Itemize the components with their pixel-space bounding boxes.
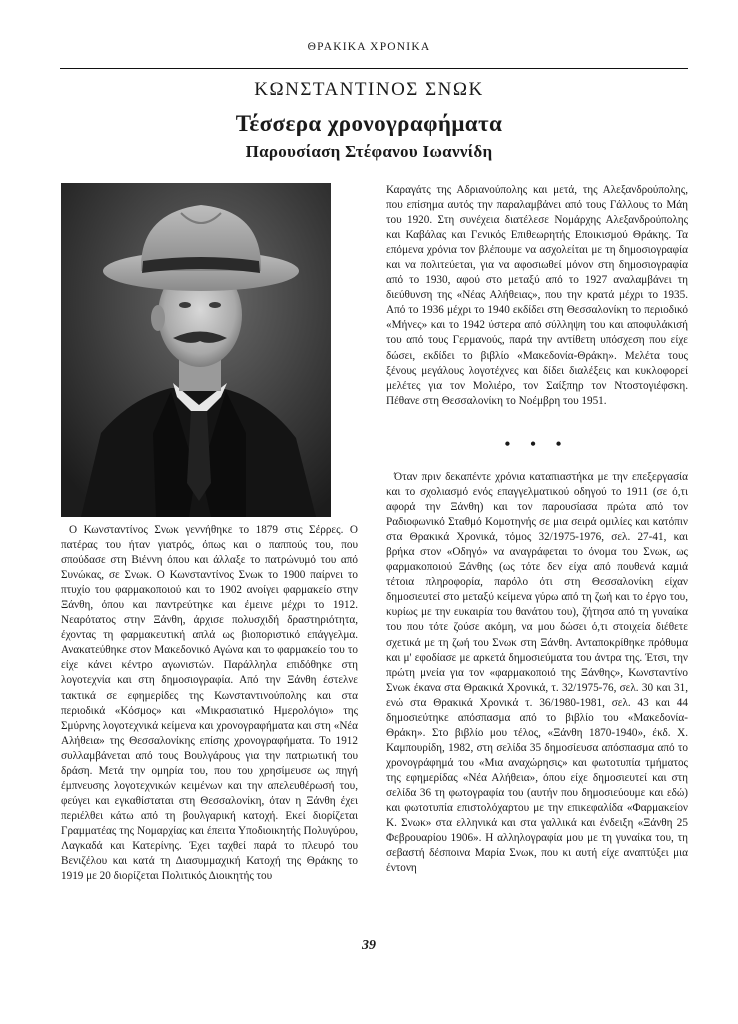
body-column-left	[61, 523, 358, 884]
header-rule	[60, 68, 688, 69]
section-separator: • • •	[504, 436, 570, 453]
portrait-illustration	[61, 183, 331, 517]
introduction-paragraph: Όταν πριν δεκαπέντε χρόνια καταπιαστήκα με την επεξεργασία και το σχολιασμό ενός επαγγελματικού οδηγού το 1911 (σε ό,τι αφορά την Ξάνθη) και τον παρουσίασα πρώτα από τον Ραδιοφωνικό Σταθμό Κομοτηνής σε μια σειρά ομιλίες και κατόπιν στα Θρακικά Χρονικά, τόμος 32/1975-1976, σελ. 27-41, και βρήκα στον «Οδηγό» να αναγράφεται το όνομα του Σνωκ, ως φαρμακοποιού Ξάνθης (ως τότε δεν είχα από πουθενά καμιά τέτοια πληροφορία, παρόλο ότι στη Θεσσαλονίκη είχαν δημοσιευτεί στο μεταξύ κείμενα γύρω από τη ζωή και το έργο του, κυρίως με την ευκαιρία του θανάτου του), ζήτησα από τη γυναίκα του που τότε ζούσε ακόμη, να μου δώσει ό,τι στοιχεία διέθετε σχετικά με τη ζωή του Σνωκ στη Ξάνθη. Ανταποκρίθηκε πρόθυμα και μ' εφοδίασε με αρκετά δημοσιεύματα του άντρα της. Έτσι, την πρώτη μνεία για τον «φαρμακοποιό της Ξάνθης», Κωνσταντίνο Σνωκ έκανα στα Θρακικά Χρονικά, τ. 32/1975-76, σελ. 30 και 31, ενώ στα Θρακικά Χρονικά τ. 36/1980-1981, σελ. 43 και 44 δημοσιεύτηκε απόσπασμα από το βιβλίο του «Μακεδονία-Θράκη». Στο βιβλίο μου τέλος, «Ξάνθη 1870-1940», έκδ. Χ. Καμπουρίδη, 1982, στη σελίδα 35 δημοσίευσα απόσπασμα από το χρονογράφημά του «Μια αναχώρησις» και φωτοτυπία τμήματος της εφημερίδας «Νέα Αλήθεια», όπου είχε δημοσιευτεί και στη σελίδα 36 τη φωτογραφία του (αυτήν που δημοσιεύουμε και εδώ) και φωτοτυπία επιστολόχαρτου με την επικεφαλίδα «Φαρμακείον Κ. Σνωκ» στα ελληνικά και στα γαλλικά και ένδειξη «Ξάνθη 25 Φεβρουαρίου 1906». Η αλληλογραφία μου με τη γυναίκα του, τη σεβαστή δέσποινα Μαρία Σνωκ, που κι αυτή είχε αναπτύξει μια έντονη	[386, 471, 688, 875]
biography-continuation-paragraph: Καραγάτς της Αδριανούπολης και μετά, της Αλεξανδρούπολης, που επίσημα αυτός την παραλαμβάνει από τους Γάλλους το Μάη του 1920. Στη συνέχεια διατέλεσε Νομάρχης Αλεξανδρούπολης και Καβάλας και Γενικός Επιθεωρητής Εποικισμού Θράκης. Τα επόμενα χρόνια τον βλέπουμε να ασχολείται με τη δημοσιογραφία και να πολιτεύεται, για να αφοσιωθεί μόνον στη δημοσιογραφία από το 1930, αφού στο μεταξύ από το 1927 αναλαμβάνει τη διεύθυνση της «Νέας Αλήθειας», που την κρατά μέχρι το 1935. Από το 1936 μέχρι το 1940 εκδίδει στη Θεσσαλονίκη το περιοδικό «Μήνες» και το 1942 ύστερα από σύλληψη του και αποφυλάκισή του από τους Γερμανούς, παρά την αντίθετη υπόσχεση που είχε δώσει, εκδίδει το βιβλίο «Μακεδονία-Θράκη». Μελέτα τους ξένους μεγάλους λογοτέχνες και δίδει διαλέξεις και κυκλοφορεί μελέτες για τον Μολιέρο, τον Σαίξπηρ τον Ντοστογιέφσκη. Πέθανε στη Θεσσαλονίκη το Νοέμβρη του 1951.	[386, 184, 688, 407]
portrait-photo	[61, 183, 331, 517]
article-subtitle: Παρουσίαση Στέφανου Ιωαννίδη	[245, 142, 493, 161]
running-header: ΘΡΑΚΙΚΑ ΧΡΟΝΙΚΑ	[307, 41, 431, 53]
article-title: Τέσσερα χρονογραφήματα	[235, 111, 503, 136]
author-name: ΚΩΝΣΤΑΝΤΙΝΟΣ ΣΝΩΚ	[254, 79, 484, 100]
body-column-right-bottom	[386, 470, 688, 876]
body-column-right-top	[386, 183, 688, 409]
page-number: 39	[362, 938, 376, 953]
biography-paragraph: Ο Κωνσταντίνος Σνωκ γεννήθηκε το 1879 στις Σέρρες. Ο πατέρας του ήταν γιατρός, όπως και ο παππούς του, που σπούδασε στη Βιέννη όπου και άλλαξε το πατρώνυμό του από Συνώκας, σε Σνωκ. Ο Κωνσταντίνος Σνωκ το 1900 παίρνει το πτυχίο του φαρμακοποιού και το 1902 ανοίγει φαρμακείο στην Ξάνθη, όπου και παντρεύτηκε και έμεινε μέχρι το 1912. Νεαρότατος στην Ξάνθη, άρχισε πολυσχιδή δραστηριότητα, έχοντας τη φαρμακευτική απλά ως βιοποριστικό επάγγελμα. Ανακατεύθηκε στον Μακεδονικό Αγώνα και το φαρμακείο του το είχε κάνει κέντρο αγωνιστών. Παράλληλα επιδόθηκε στη λογοτεχνία και στη δημοσιογραφία. Από την Ξάνθη έστελνε τακτικά σε εφημερίδες της Κωνσταντινούπολης και στα περιοδικά «Κόσμος» και «Μικρασιατικό Ημερολόγιο» της Σμύρνης λογοτεχνικά κείμενα και χρονογραφήματα και στη «Νέα Αλήθεια» της Θεσσαλονίκης επίσης χρονογραφήματα. Το 1912 συλλαμβάνεται από τους Βουλγάρους για την πατριωτική του δράση. Μετά την ομηρία του, που του χρησίμευσε ως πηγή έμπνευσης λογοτεχνικών κειμένων και την απελευθέρωσή του, φεύγει και εγκαθίσταται στη Θεσσαλονίκη, όταν η Ξάνθη έχει περιέλθει κάτω από τη βουλγαρική κατοχή. Εκεί διορίζεται Γραμματέας της Νομαρχίας και έπειτα Υποδιοικητής Πολυγύρου, Λαγκαδά και Κατερίνης. Έχει ταχθεί παρά το πλευρό του Βενιζέλου και κατά τη Διασυμμαχική Κατοχή της Θράκης το 1919 με 20 διορίζεται Πολιτικός Διοικητής του	[61, 524, 358, 883]
